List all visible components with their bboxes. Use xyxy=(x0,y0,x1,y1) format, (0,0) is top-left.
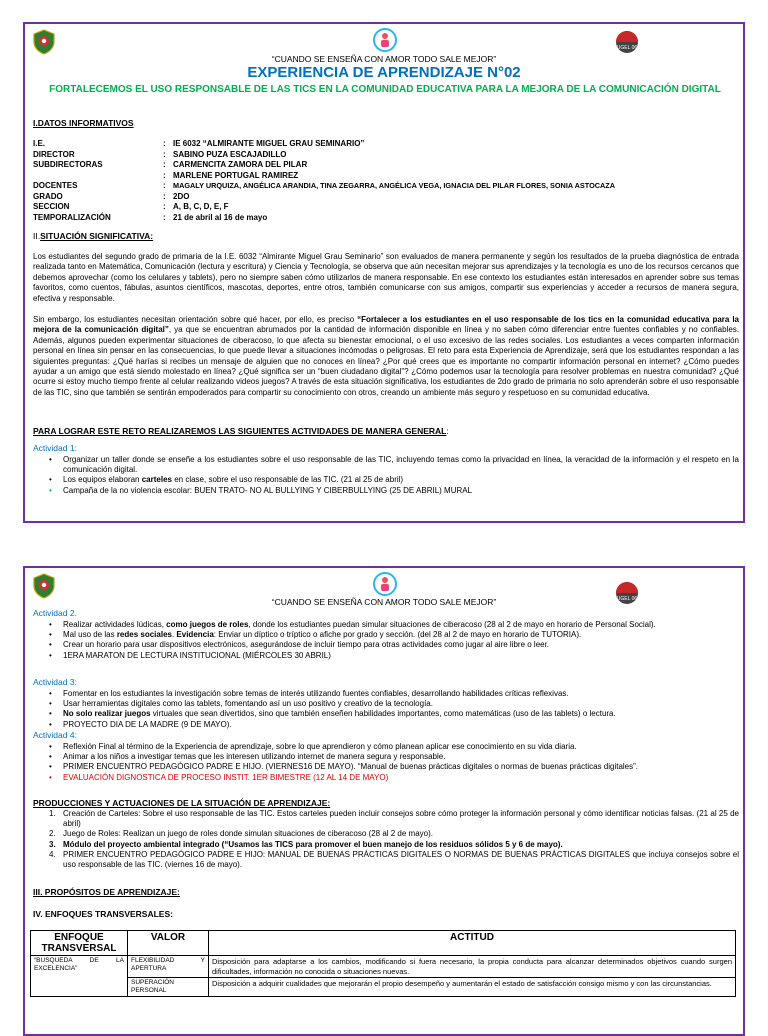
propositos-heading: III. PROPÓSITOS DE APRENDIZAJE: xyxy=(33,887,180,897)
svg-text:UGEL 06: UGEL 06 xyxy=(616,45,638,51)
reto-heading: PARA LOGRAR ESTE RETO REALIZAREMOS LAS SIGUIENTES ACTIVIDADES DE MANERA GENERAL: xyxy=(33,426,449,436)
table-cell: FLEXIBILIDAD Y APERTURA xyxy=(128,956,209,978)
list-item: • Usar herramientas digitales como las tablets, fomentando así un uso positivo y creativo de la tecnología. xyxy=(33,699,739,709)
datos-row: DIRECTOR : SABINO PUZA ESCAJADILLO xyxy=(33,149,287,159)
motto: “CUANDO SE ENSEÑA CON AMOR TODO SALE MEJOR” xyxy=(271,597,497,607)
list-item: • Mal uso de las redes sociales. Evidencia: Enviar un díptico o tríptico o afiche por grado y sección. (del 28 al 2 de mayo en horario de TUTORIA). xyxy=(33,630,739,640)
motto: “CUANDO SE ENSEÑA CON AMOR TODO SALE MEJOR” xyxy=(271,54,497,64)
list-item: 1. Creación de Carteles: Sobre el uso responsable de las TIC. Estos carteles pueden incluir consejos sobre cómo proteger la información personal y cómo identificar noticias falsas. (21 al 25 de abril) xyxy=(49,809,739,829)
actividad-4-label: Actividad 4: xyxy=(33,730,77,740)
list-item: • Animar a los niños a investigar temas que les interesen utilizando internet de manera segura y responsable. xyxy=(33,752,739,762)
actividad-2-label: Actividad 2. xyxy=(33,608,77,618)
page-subtitle: FORTALECEMOS EL USO RESPONSABLE DE LAS TICS EN LA COMUNIDAD EDUCATIVA PARA LA MEJORA DE LA COMUNICACIÓN DIGITAL xyxy=(49,84,721,95)
list-item: • EVALUACIÓN DIGNOSTICA DE PROCESO INSTIT. 1ER BIMESTRE (12 AL 14 DE MAYO) xyxy=(33,773,739,783)
producciones-heading: PRODUCCIONES Y ACTUACIONES DE LA SITUACIÓN DE APRENDIZAJE: xyxy=(33,798,331,808)
list-item: • Realizar actividades lúdicas, como juegos de roles, donde los estudiantes puedan simular situaciones de ciberacoso (28 al 2 de mayo en horario de Personal Social). xyxy=(33,620,739,630)
actividad-4-list xyxy=(33,742,739,783)
list-item: 3. Módulo del proyecto ambiental integrado (“Usamos las TICS para promover el buen manejo de los residuos sólidos 5 y 6 de mayo). xyxy=(49,839,563,849)
list-item: • PRIMER ENCUENTRO PEDAGÓGICO PADRE E HIJO. (VIERNES16 DE MAYO). “Manual de buenas prácticas digitales o normas de buenas prácticas digitales”. xyxy=(33,762,739,772)
situacion-paragraph-1: Los estudiantes del segundo grado de primaria de la I.E. 6032 “Almirante Miguel Grau Seminario” son evaluados de manera permanente y según los resultados de la prueba diagnóstica de entrada realizada tanto en Matemática, Comunicación (lectura y escritura) y Ciencia y Tecnología, se observa que aún necesitan mejorar sus aprendizajes y la tecnología es uno de los recursos cercanos que debemos aprovechar (como los celulares y tablets), pero no siempre saben cómo utilizarlos de manera responsable. En ese contexto los estudiantes están interesados en aprender sobre sus temas favoritos, como cuentos, fábulas, asuntos científicos, mascotas, deportes, entre otros, también comunicarse con sus amigos, compartir sus experiencias y acceder a recursos de manera segura, efectiva y responsable. xyxy=(33,252,739,303)
column-header: ENFOQUE TRANSVERSAL xyxy=(31,931,128,956)
list-item: • No solo realizar juegos virtuales que sean divertidos, sino que también enseñen habilidades importantes, como matemáticas (uso de las tablets) o lectura. xyxy=(33,709,739,719)
situacion-paragraph-2: Sin embargo, los estudiantes necesitan orientación sobre qué hacer, por ello, es preciso “Fortalecer a los estudiantes en el uso responsable de los tics en la comunidad educativa para la mejora de la comunicación digital”, ya que se encuentran abrumados por la cantidad de información disponible en línea y no saben cómo diferenciar entre fuentes confiables y no confiables. Además, algunos pueden experimentar situaciones de ciberacoso, lo que afecta su bienestar emocional, o el uso excesivo de las redes sociales. Los estudiantes a veces comparten información personal en línea sin pensar en las consecuencias, lo que puede llevar a situaciones incómodas o peligrosas. El reto para esta Experiencia de Aprendizaje, será que los estudiantes respondan a las siguientes preguntas: ¿Qué harías si recibes un mensaje de alguien que no conoces en línea? ¿Por qué crees que es importante no compartir información personal en internet? ¿Cómo puedes ayudar a un amigo que está siendo molestado en línea? ¿Qué significa ser un “buen ciudadano digital”? ¿Cómo podemos usar la tecnología para resolver problemas en nuestra comunidad? ¿Qué ocurre si estoy mucho tiempo frente al celular realizando videos juegos? A través de esta situación significativa, los estudiantes de 2do grado de primaria no solo aprenderán sobre el uso responsable de las TIC, sino que también se sentirán empoderados para compartir su conocimiento con otros, creando un ambiente más seguro y respetuoso en su comunidad educativa. xyxy=(33,315,739,397)
table-cell: Disposición para adaptarse a los cambios, modificando si fuera necesario, la propia conducta para alcanzar determinados objetivos cuando surgen dificultades, información no conocida o situaciones nuevas. xyxy=(209,956,736,978)
list-item: • Fomentar en los estudiantes la investigación sobre temas de interés utilizando fuentes confiables, desarrollando habilidades críticas reflexivas. xyxy=(33,689,739,699)
list-item: • Crear un horario para usar dispositivos electrónicos, asegurándose de incluir tiempo para otras actividades como jugar al aire libre o leer. xyxy=(33,640,739,650)
actividad-3-list xyxy=(33,689,739,730)
actividad-1-label: Actividad 1: xyxy=(33,443,77,453)
producciones-list xyxy=(33,809,739,870)
table-cell: SUPERACIÓN PERSONAL xyxy=(128,978,209,997)
situacion-heading: II.SITUACIÓN SIGNIFICATIVA: xyxy=(33,231,154,241)
actividad-3-label: Actividad 3: xyxy=(33,677,77,687)
enfoques-table xyxy=(30,930,736,997)
list-item: 4. PRIMER ENCUENTRO PEDAGÓGICO PADRE E HIJO: MANUAL DE BUENAS PRÁCTICAS DIGITALES O NORMAS DE BUENAS PRÁCTICAS DIGITALES que incluya consejos sobre el uso responsable de las TIC. (viernes 16 de mayo). xyxy=(49,849,739,870)
table-row xyxy=(31,956,736,978)
datos-row: DOCENTES : MAGALY URQUIZA, ANGÉLICA ARANDIA, TINA ZEGARRA, ANGÉLICA VEGA, IGNACIA DEL PILAR FLORES, SONIA ASTOCAZA xyxy=(33,181,616,190)
list-item: • Organizar un taller donde se enseñe a los estudiantes sobre el uso responsable de las TIC, incluyendo temas como la privacidad en línea, la veracidad de la información y el respeto en la comunicación digital. xyxy=(33,455,739,475)
list-item: • Reflexión Final al término de la Experiencia de aprendizaje, sobre lo que aprendieron y cómo planean aplicar ese conocimiento en su vida diaria. xyxy=(33,742,739,752)
table-header-row xyxy=(31,931,736,956)
datos-row: I.E. : IE 6032 “ALMIRANTE MIGUEL GRAU SEMINARIO” xyxy=(33,139,365,148)
table-cell: “BUSQUEDA DE LA EXCELENCIA” xyxy=(31,956,128,997)
datos-row: TEMPORALIZACIÓN : 21 de abril al 16 de mayo xyxy=(33,212,268,222)
datos-row: SECCION : A, B, C, D, E, F xyxy=(33,202,229,211)
table-cell: Disposición a adquirir cualidades que mejorarán el propio desempeño y aumentarán el estado de satisfacción consigo mismo y con las circunstancias. xyxy=(209,978,736,997)
datos-table xyxy=(33,139,733,223)
list-item: • Campaña de la no violencia escolar: BUEN TRATO- NO AL BULLYING Y CIBERBULLYING (25 DE ABRIL) MURAL xyxy=(33,486,739,496)
document-page-2 xyxy=(23,566,745,1036)
datos-heading: I.DATOS INFORMATIVOS xyxy=(33,118,134,128)
list-item: • 1ERA MARATON DE LECTURA INSTITUCIONAL (MIÉRCOLES 30 ABRIL) xyxy=(33,651,739,661)
datos-row: GRADO : 2DO xyxy=(33,191,190,201)
list-item: • Los equipos elaboran carteles en clase, sobre el uso responsable de las TIC. (21 al 25 de abril) xyxy=(33,475,739,485)
actividad-1-list xyxy=(33,455,739,496)
column-header: VALOR xyxy=(128,931,209,956)
column-header: ACTITUD xyxy=(209,931,736,956)
datos-row: : MARLENE PORTUGAL RAMIREZ xyxy=(163,170,299,180)
page-title: EXPERIENCIA DE APRENDIZAJE N°02 xyxy=(247,64,521,81)
actividad-2-list xyxy=(33,620,739,661)
table-row xyxy=(31,978,736,997)
list-item: • PROYECTO DIA DE LA MADRE (9 DE MAYO). xyxy=(33,720,739,730)
datos-row: SUBDIRECTORAS : CARMENCITA ZAMORA DEL PILAR xyxy=(33,160,308,169)
list-item: 2. Juego de Roles: Realizan un juego de roles donde simulan situaciones de ciberacoso (28 al 2 de mayo). xyxy=(49,829,434,839)
document-page-1 xyxy=(23,22,745,523)
svg-text:UGEL 06: UGEL 06 xyxy=(616,596,638,602)
enfoques-heading: IV. ENFOQUES TRANSVERSALES: xyxy=(33,909,173,919)
